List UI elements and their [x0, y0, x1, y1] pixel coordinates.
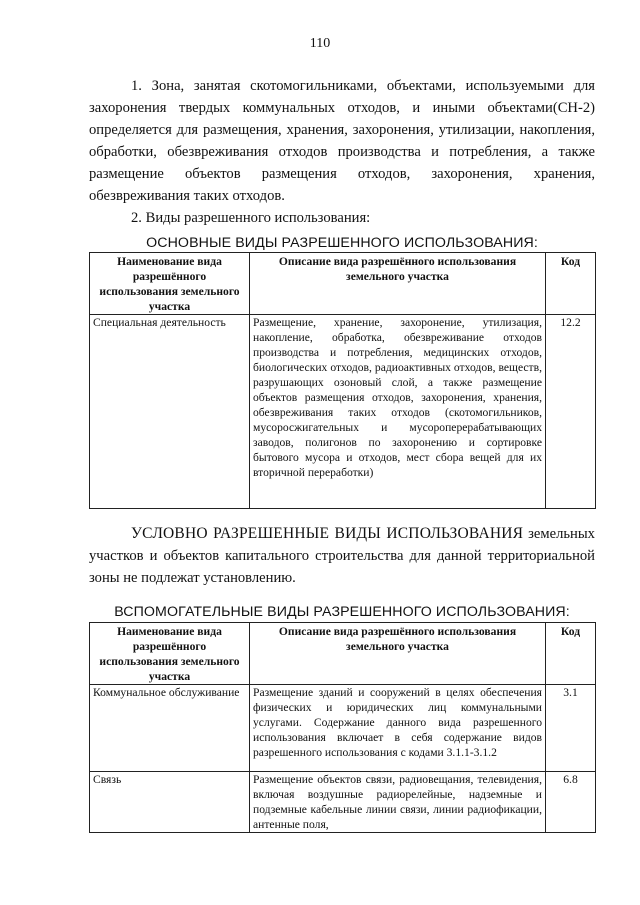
header-name: Наименование вида разрешённого использования земельного участка: [90, 253, 250, 315]
main-uses-table: [89, 252, 596, 509]
aux-uses-table: [89, 622, 596, 833]
header-description: Описание вида разрешённого использования земельного участка: [250, 253, 546, 315]
table-row: [90, 315, 596, 509]
table-header-row: [90, 253, 596, 315]
conditional-uses-rest: земельных участков и объектов капитального строительства для данной территориальной зоны не подлежат установлению.: [89, 526, 595, 586]
paragraph-permitted-uses: 2. Виды разрешенного использования:: [131, 210, 371, 226]
cell-description: Размещение, хранение, захоронение, утилизация, накопление, обработка, обезвреживание отходов производства и потребления, медицинских отходов, биологических отходов, радиоактивных отходов, веществ, разрушающих озоновый слой, а также размещение объектов размещения отходов, захоронения, хранения, обезвреживания таких отходов (скотомогильников, мусоросжигательных и мусороперерабатывающих заводов, полигонов по захоронению и сортировке бытового мусора и отходов, мест сбора вещей для их вторичной переработки): [250, 315, 546, 509]
cell-name: Связь: [90, 772, 250, 833]
cell-name: Коммунальное обслуживание: [90, 685, 250, 772]
cell-code: 6.8: [546, 772, 596, 833]
table-header-row: [90, 623, 596, 685]
conditional-uses-lead: УСЛОВНО РАЗРЕШЕННЫЕ ВИДЫ ИСПОЛЬЗОВАНИЯ: [131, 525, 524, 542]
paragraph-zone-description: 1. Зона, занятая скотомогильниками, объектами, используемыми для захоронения твердых коммунальных отходов, и иными объектами(СН-2) определяется для размещения, хранения, захоронения, утилизации, накопления, обработки, обезвреживания отходов производства и потребления, а также размещение объектов размещения отходов, захоронения, хранения, обезвреживания таких отходов.: [89, 78, 595, 204]
paragraph-conditional-uses: [89, 523, 595, 589]
header-description: Описание вида разрешённого использования земельного участка: [250, 623, 546, 685]
header-code: Код: [546, 253, 596, 315]
table-row: [90, 685, 596, 772]
table-row: [90, 772, 596, 833]
page-number: 110: [309, 36, 331, 51]
cell-description: Размещение зданий и сооружений в целях обеспечения физических и юридических лиц коммунальными услугами. Содержание данного вида разрешенного использования включает в себя содержание видов разрешенного использования с кодами 3.1.1-3.1.2: [250, 685, 546, 772]
section-title-aux-uses: ВСПОМОГАТЕЛЬНЫЕ ВИДЫ РАЗРЕШЕННОГО ИСПОЛЬЗОВАНИЯ:: [114, 604, 570, 620]
header-code: Код: [546, 623, 596, 685]
header-name: Наименование вида разрешённого использования земельного участка: [90, 623, 250, 685]
section-title-main-uses: ОСНОВНЫЕ ВИДЫ РАЗРЕШЕННОГО ИСПОЛЬЗОВАНИЯ:: [146, 235, 538, 251]
cell-code: 12.2: [546, 315, 596, 509]
cell-code: 3.1: [546, 685, 596, 772]
cell-description: Размещение объектов связи, радиовещания, телевидения, включая воздушные радиорелейные, надземные и подземные кабельные линии связи, линии радиофикации, антенные поля,: [250, 772, 546, 833]
cell-name: Специальная деятельность: [90, 315, 250, 509]
